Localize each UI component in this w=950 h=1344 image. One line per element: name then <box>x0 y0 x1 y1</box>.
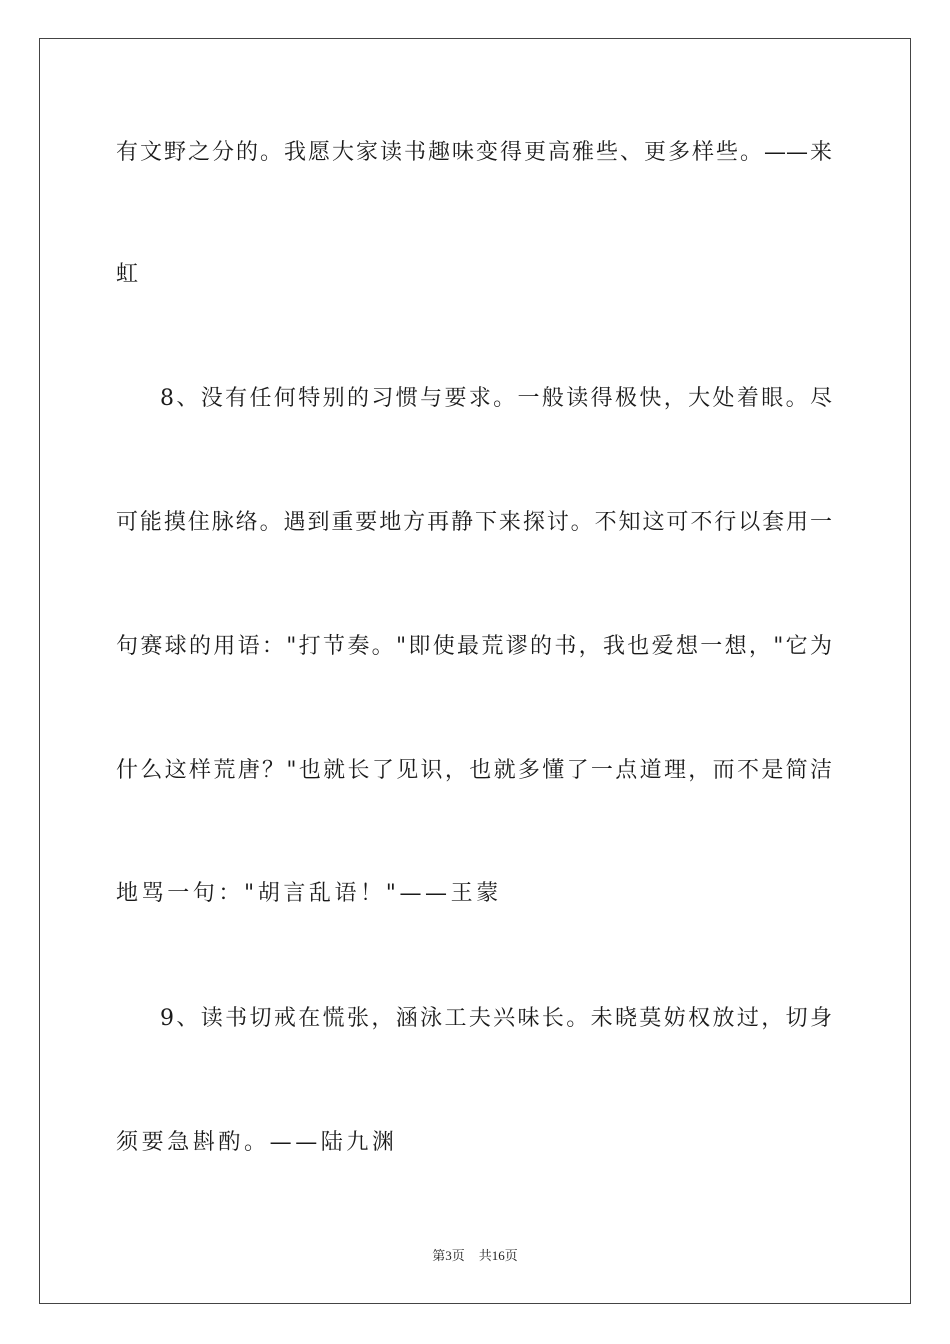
text-line: 须要急斟酌。——陆九渊 <box>116 1130 398 1155</box>
text-line: 可能摸住脉络。遇到重要地方再静下来探讨。不知这可不行以套用一 <box>116 510 832 535</box>
paragraph-first-line: 9、读书切戒在慌张，涵泳工夫兴味长。未晓莫妨权放过，切身 <box>160 1006 832 1031</box>
text-line: 虹 <box>116 262 142 287</box>
text-line: 地骂一句："胡言乱语！"——王蒙 <box>116 881 502 906</box>
page-number: 第3页 <box>432 1248 465 1263</box>
text-line: 什么这样荒唐？"也就长了见识，也就多懂了一点道理，而不是简洁 <box>116 758 832 783</box>
page-total: 共16页 <box>478 1248 518 1263</box>
text-line: 有文野之分的。我愿大家读书趣味变得更高雅些、更多样些。——来 <box>116 140 832 165</box>
page-footer <box>0 1247 950 1265</box>
text-line: 句赛球的用语："打节奏。"即使最荒谬的书，我也爱想一想，"它为 <box>116 634 832 659</box>
paragraph-first-line: 8、没有任何特别的习惯与要求。一般读得极快，大处着眼。尽 <box>160 386 832 411</box>
page-border <box>39 38 911 1304</box>
